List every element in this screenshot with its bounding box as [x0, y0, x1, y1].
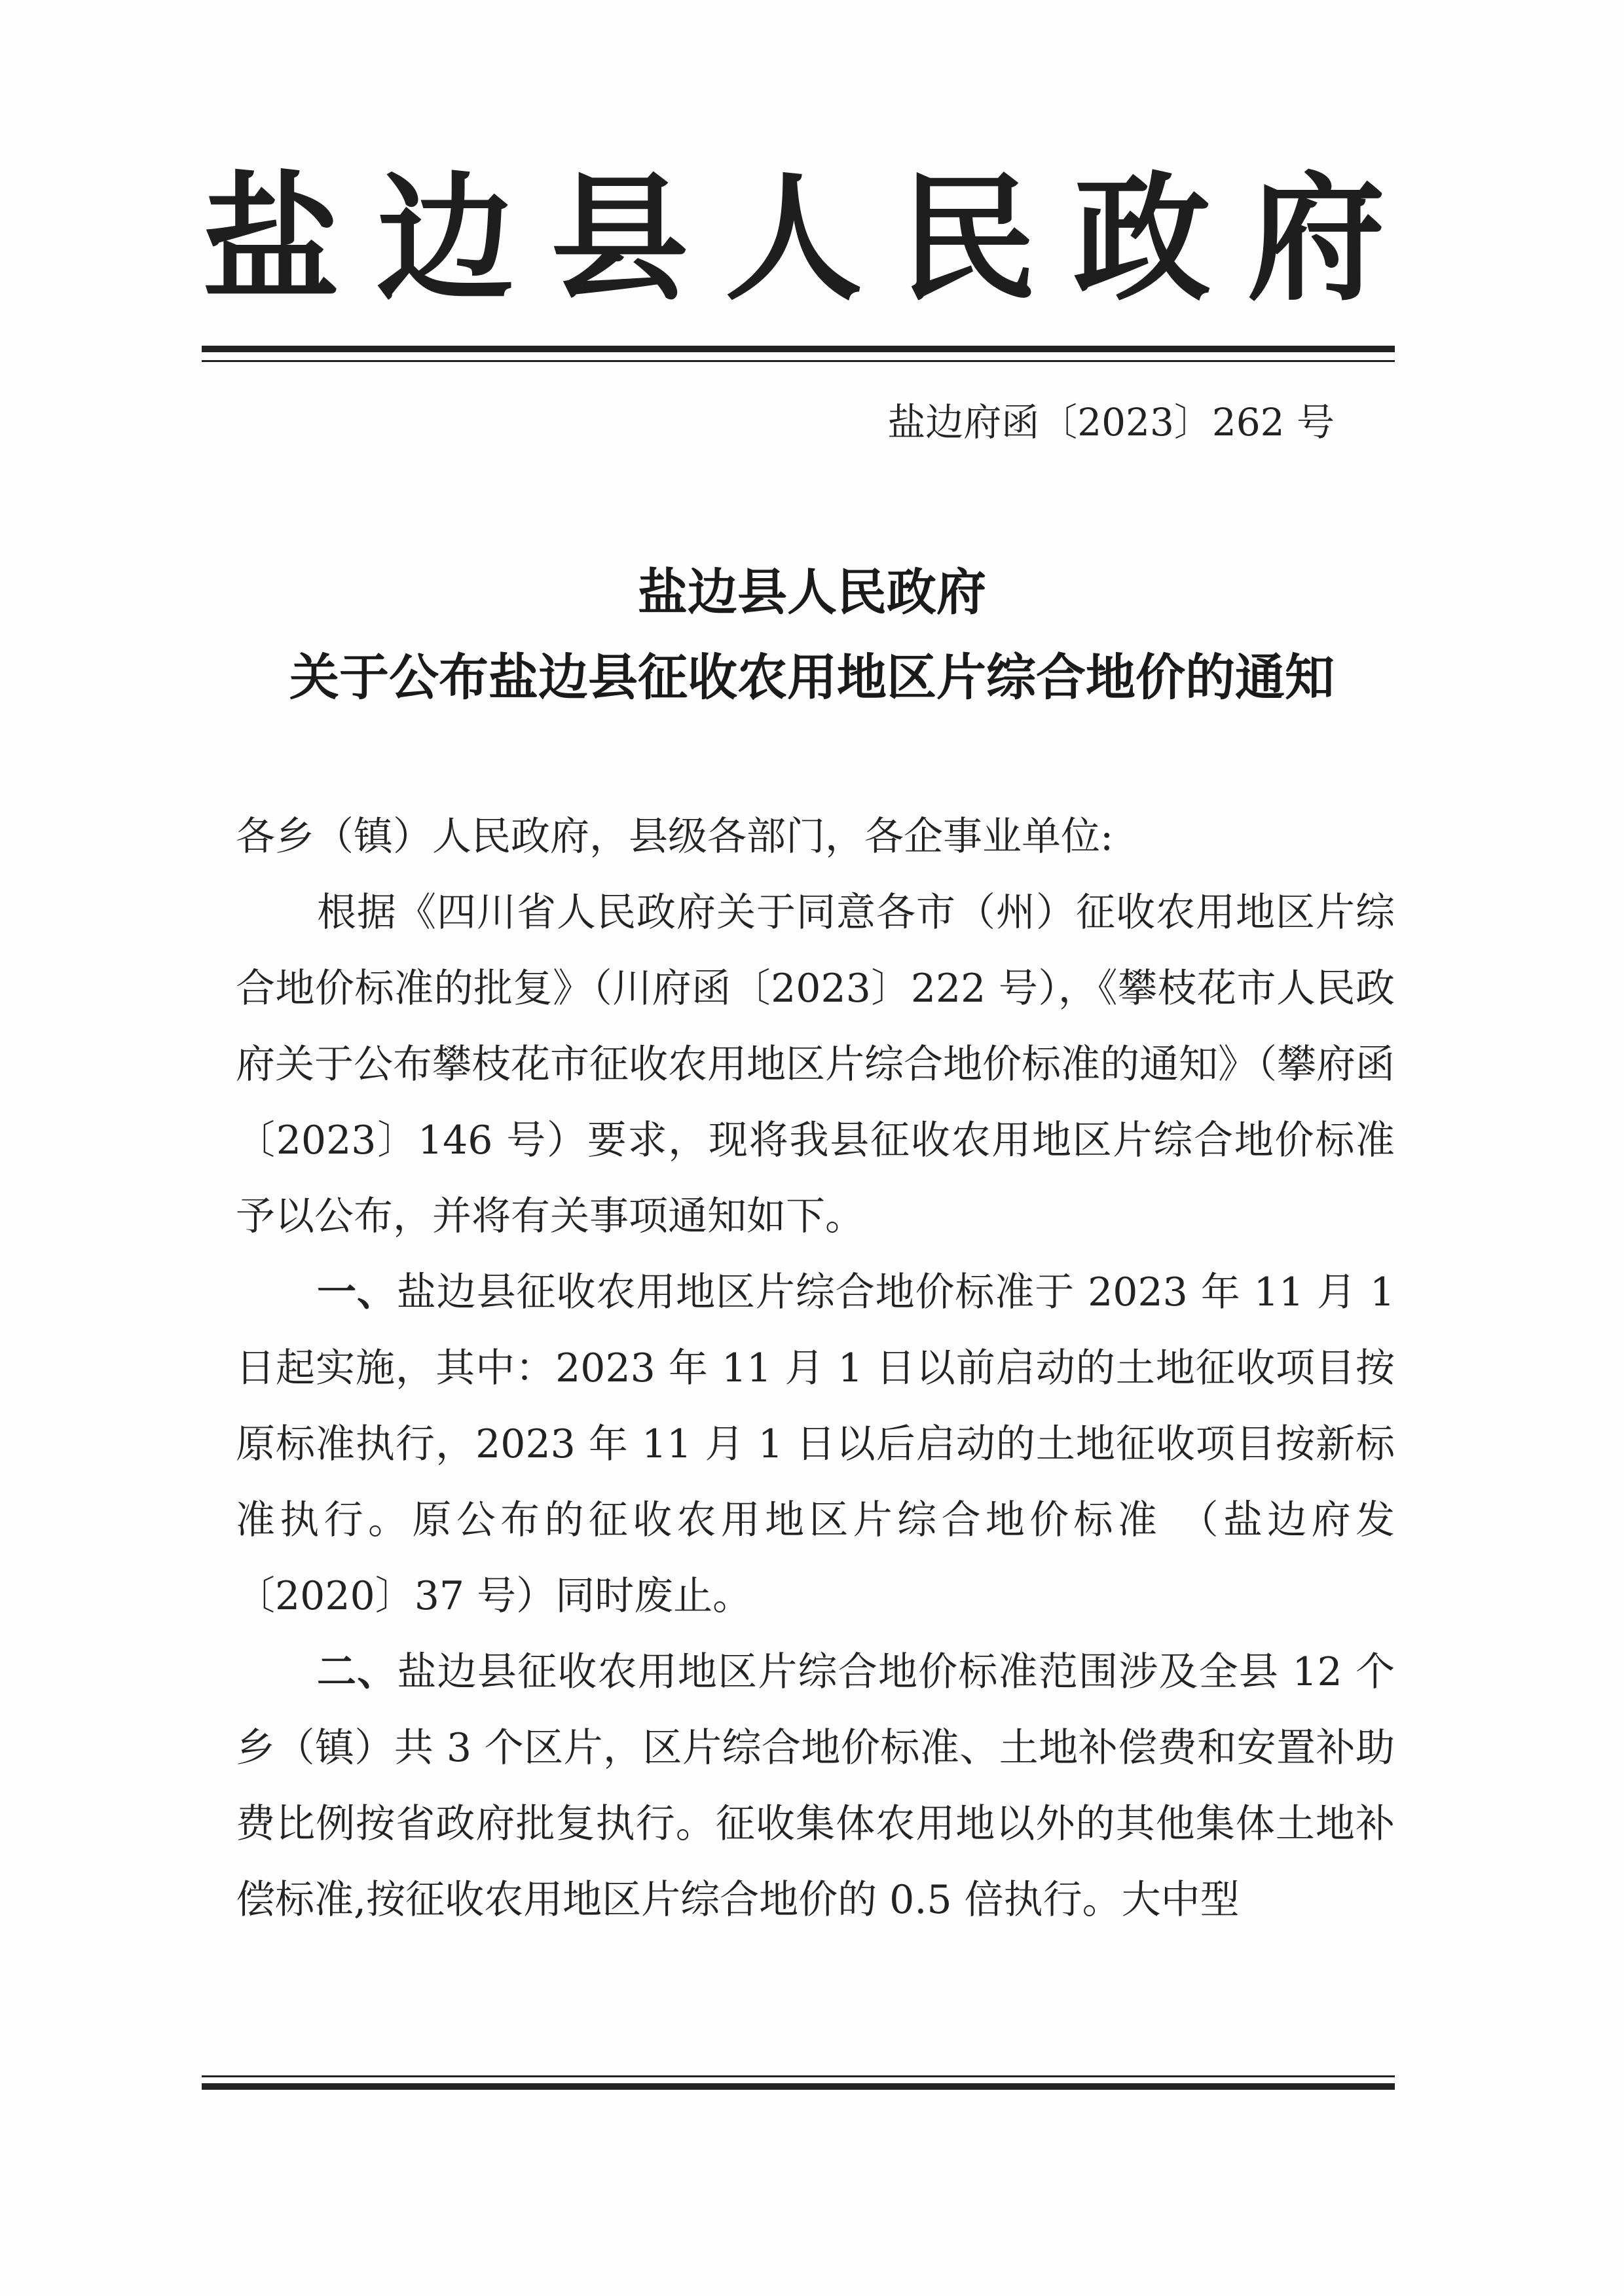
paragraph-basis [236, 875, 1395, 1254]
document-body [236, 799, 1395, 1938]
salutation: 各乡（镇）人民政府，县级各部门，各企事业单位: [236, 814, 1114, 860]
masthead-title: 盐边县人民政府 [202, 158, 1422, 319]
document-number: 盐边府函〔2023〕262 号 [887, 400, 1335, 445]
paragraph-lead: 二、 [317, 1649, 397, 1695]
paragraph-item-2 [236, 1634, 1395, 1938]
paragraph-text: 盐边县征收农用地区片综合地价标准于 2023 年 11 月 1 日起实施，其中：2023 年 11 月 1 日以前启动的土地征收项目按原标准执行，2023 年 11 月 1 日以后启动的土地征收项目按新标准执行。原公布的征收农用地区片综合地价标准 （盐边府发〔2020〕37 号）同时废止。 [236, 1269, 1395, 1619]
footer-rule-thin [202, 2075, 1395, 2077]
footer-rule-thick [202, 2083, 1395, 2090]
paragraph-item-1 [236, 1254, 1395, 1634]
header-rule-thick [202, 346, 1395, 352]
header-rule-thin [202, 360, 1395, 362]
paragraph-text: 盐边县征收农用地区片综合地价标准范围涉及全县 12 个乡（镇）共 3 个区片，区片综合地价标准、土地补偿费和安置补助费比例按省政府批复执行。征收集体农用地以外的其他集体土地补偿标准,按征收农用地区片综合地价的 0.5 倍执行。大中型 [236, 1649, 1395, 1923]
document-title-line-1: 盐边县人民政府 [638, 563, 986, 621]
paragraph-lead: 一、 [317, 1269, 397, 1315]
paragraph-text: 根据《四川省人民政府关于同意各市（州）征收农用地区片综合地价标准的批复》（川府函〔2023〕222 号），《攀枝花市人民政府关于公布攀枝花市征收农用地区片综合地价标准的通知》（攀府函〔2023〕146 号）要求，现将我县征收农用地区片综合地价标准予以公布，并将有关事项通知如下。 [236, 890, 1395, 1239]
document-title-line-2: 关于公布盐边县征收农用地区片综合地价的通知 [289, 648, 1335, 706]
